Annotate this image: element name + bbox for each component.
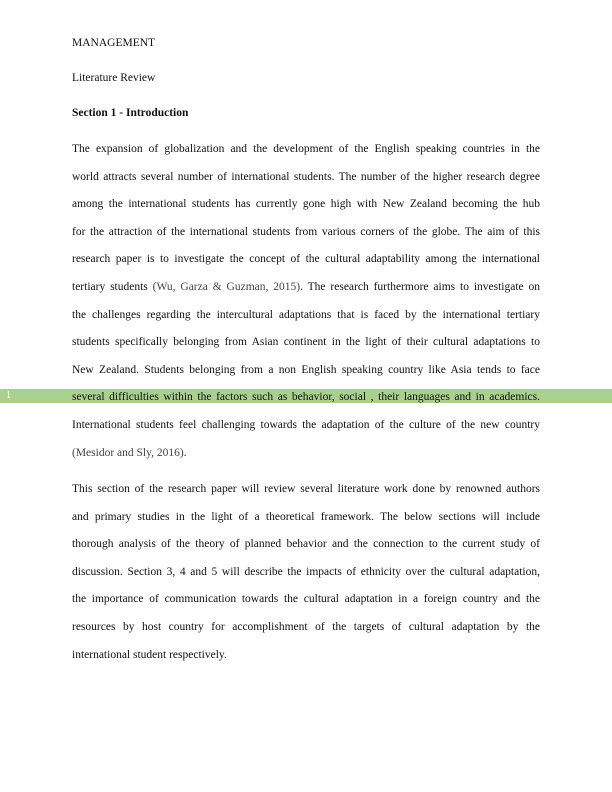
paragraph-text: . The research furthermore aims to investigate on (300, 280, 541, 293)
paragraph-line: New Zealand. Students belonging from a non English speaking country like Asia tends to face (72, 363, 540, 376)
paragraph-line: resources by host country for accomplishment of the targets of cultural adaptation by the (72, 620, 540, 633)
paragraph-line: This section of the research paper will review several literature work done by renowned authors (72, 483, 540, 495)
document-subtitle: Literature Review (72, 72, 156, 84)
citation: (Mesidor and Sly, 2016) (72, 446, 184, 459)
paragraph-line-with-citation (72, 440, 540, 468)
section-heading: Section 1 - Introduction (72, 107, 189, 119)
line-number: 1 (6, 390, 11, 401)
paragraph-line: thorough analysis of the theory of planned behavior and the connection to the current study of (72, 538, 540, 551)
paragraph-text: . (183, 446, 187, 459)
paragraph-line: among the international students has currently gone high with New Zealand becoming the hub (72, 198, 540, 211)
paragraph-line-highlighted: several difficulties within the factors such as behavior, social , their languages and in academics. (72, 391, 540, 404)
paragraph-line: The expansion of globalization and the development of the English speaking countries in the (72, 143, 540, 155)
paragraph-line: for the attraction of the international students from various corners of the globe. The aim of this (72, 225, 540, 238)
paragraph-line-with-citation (72, 274, 540, 302)
paragraph-line: research paper is to investigate the concept of the cultural adaptability among the international (72, 253, 540, 266)
paragraph-line: and primary studies in the light of a theoretical framework. The below sections will include (72, 510, 540, 523)
paragraph-line: the importance of communication towards the cultural adaptation in a foreign country and the (72, 593, 540, 606)
paragraph-line: students specifically belonging from Asian continent in the light of their cultural adaptations to (72, 336, 540, 349)
paragraph-line: international student respectively. (72, 648, 227, 661)
paragraph-line: world attracts several number of international students. The number of the higher research degree (72, 170, 540, 183)
paragraph-line: discussion. Section 3, 4 and 5 will describe the impacts of ethnicity over the cultural adaptation, (72, 565, 540, 578)
citation: (Wu, Garza & Guzman, 2015) (152, 280, 301, 293)
paragraph-introduction (72, 136, 540, 467)
paragraph-line: the challenges regarding the intercultural adaptations that is faced by the international tertiary (72, 308, 540, 321)
paragraph-line: International students feel challenging towards the adaptation of the culture of the new country (72, 418, 540, 431)
paragraph-text: tertiary students (72, 280, 153, 293)
paragraph-overview (72, 476, 540, 669)
running-header: MANAGEMENT (72, 37, 156, 49)
